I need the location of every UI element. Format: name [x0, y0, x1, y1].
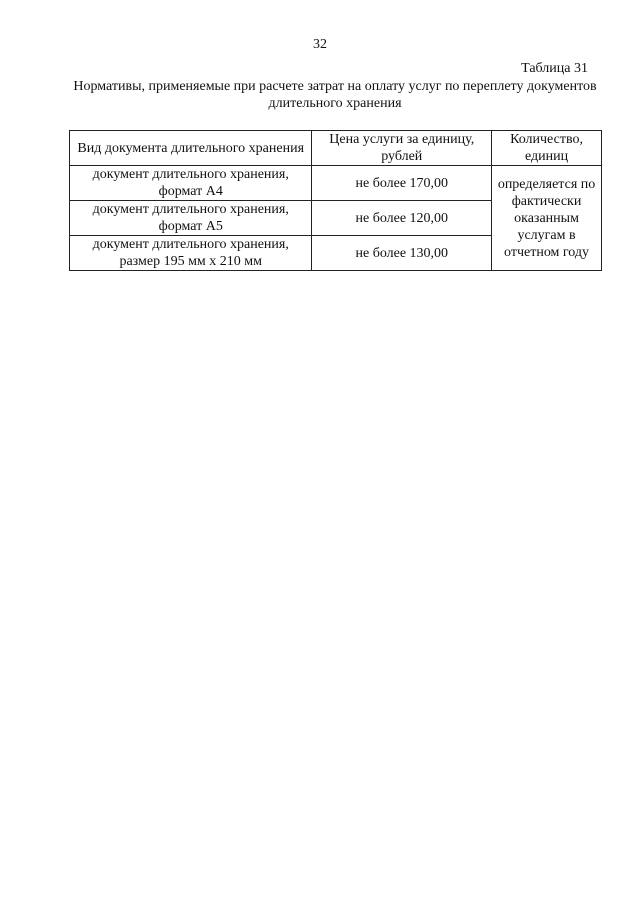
table-row: [70, 166, 602, 201]
row-document-kind: документ длительного хранения, формат А4: [70, 166, 312, 201]
row-price: не более 170,00: [312, 166, 492, 201]
row-price: не более 130,00: [312, 236, 492, 271]
header-unit-price: Цена услуги за единицу, рублей: [312, 131, 492, 166]
quantity-note: определяется по фактически оказанным услугам в отчетном году: [492, 166, 602, 271]
norms-table: [69, 130, 602, 271]
row-document-kind: документ длительного хранения, размер 195 мм х 210 мм: [70, 236, 312, 271]
table-header-row: [70, 131, 602, 166]
header-quantity: Количество, единиц: [492, 131, 602, 166]
table-caption: Таблица 31: [521, 61, 588, 76]
page-number: 32: [313, 37, 327, 52]
row-price: не более 120,00: [312, 201, 492, 236]
header-document-kind: Вид документа длительного хранения: [70, 131, 312, 166]
row-document-kind: документ длительного хранения, формат А5: [70, 201, 312, 236]
table-title: Нормативы, применяемые при расчете затрат на оплату услуг по переплету документов длительного хранения: [73, 79, 597, 111]
